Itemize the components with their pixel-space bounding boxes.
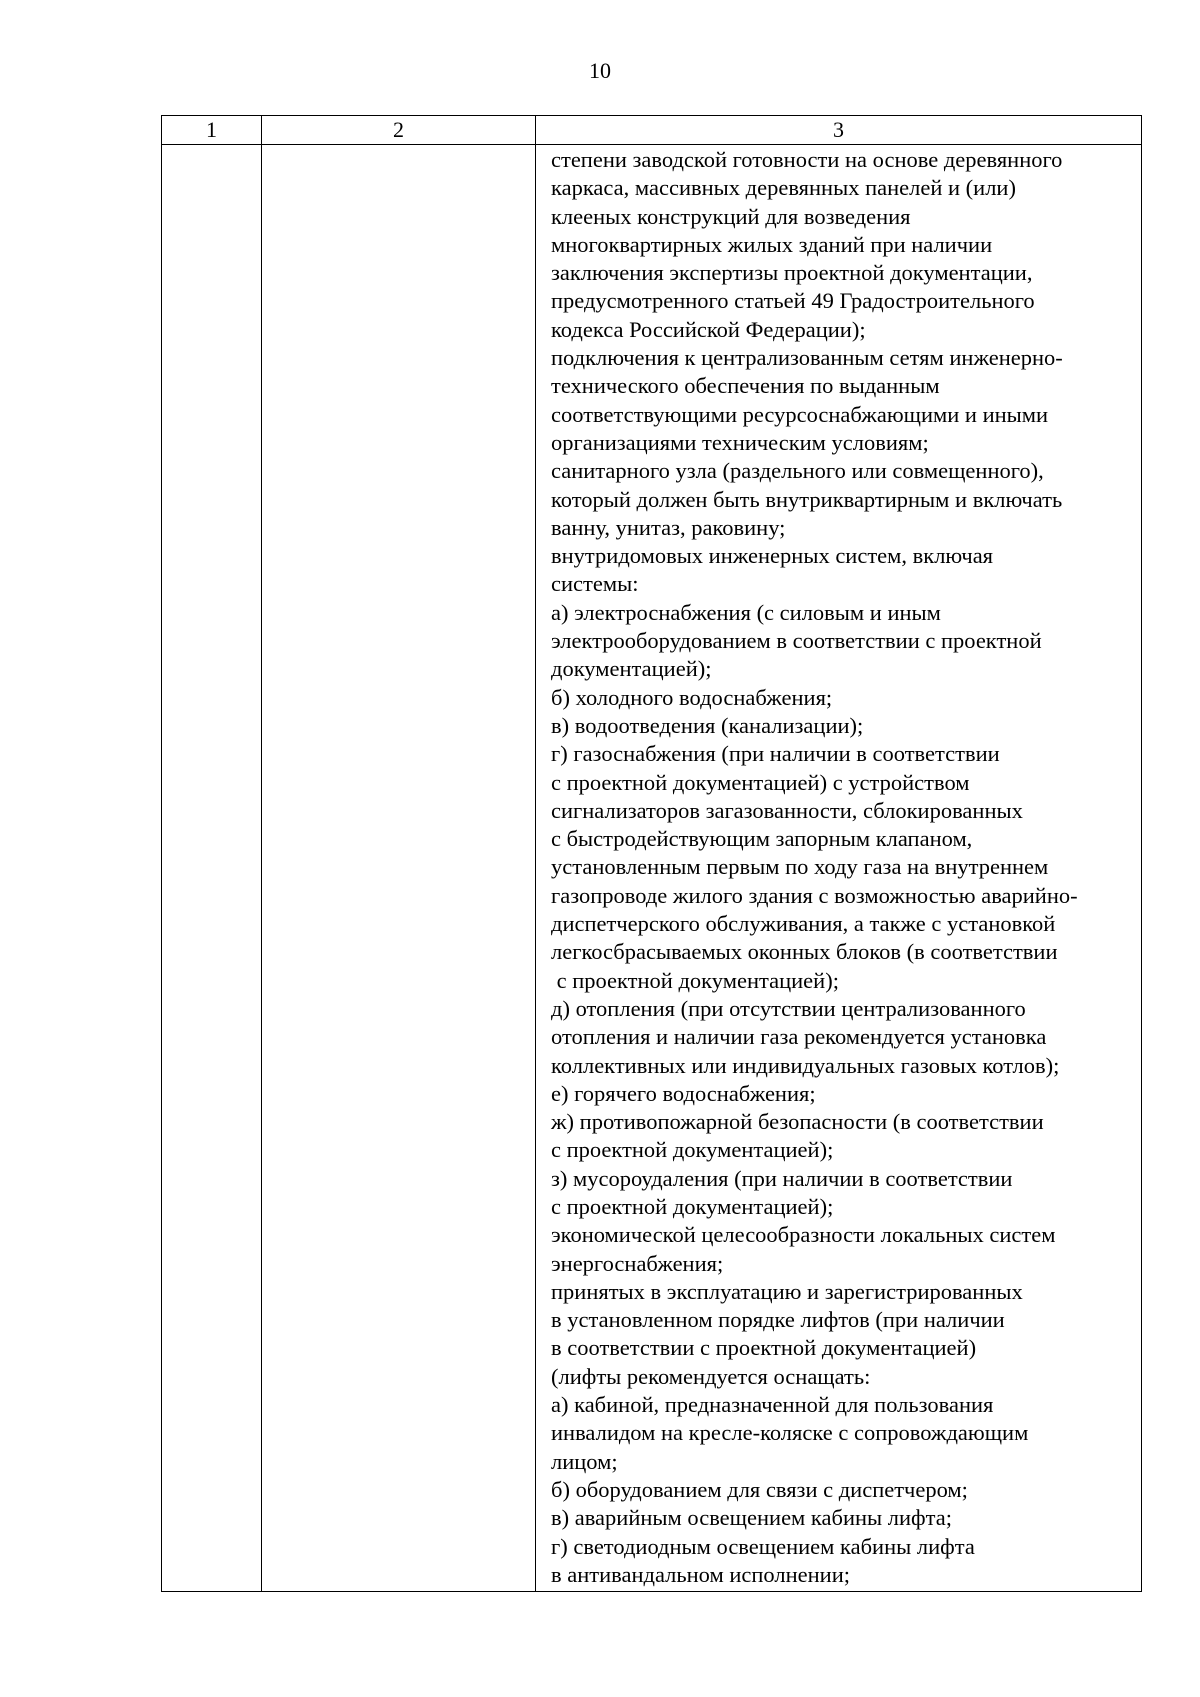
text-line: в установленном порядке лифтов (при наличии	[551, 1307, 1005, 1333]
text-line: лицом;	[551, 1448, 618, 1474]
text-line: санитарного узла (раздельного или совмещенного),	[551, 458, 1044, 484]
text-line: г) светодиодным освещением кабины лифта	[551, 1533, 975, 1559]
text-line: б) холодного водоснабжения;	[551, 684, 833, 710]
text-line: технического обеспечения по выданным	[551, 373, 940, 399]
text-line: в соответствии с проектной документацией)	[551, 1335, 977, 1361]
text-line: а) электроснабжения (с силовым и иным	[551, 599, 941, 625]
text-line: установленным первым по ходу газа на внутреннем	[551, 854, 1049, 880]
text-line: в антивандальном исполнении;	[551, 1561, 851, 1587]
text-line: предусмотренного статьей 49 Градостроительного	[551, 288, 1035, 314]
text-line: степени заводской готовности на основе деревянного	[551, 147, 1063, 172]
text-line: ванну, унитаз, раковину;	[551, 514, 786, 540]
text-line: с проектной документацией);	[551, 1137, 834, 1163]
text-line: с проектной документацией) с устройством	[551, 769, 970, 795]
text-line: каркаса, массивных деревянных панелей и (или)	[551, 175, 1016, 201]
text-line: коллективных или индивидуальных газовых котлов);	[551, 1052, 1060, 1078]
text-line: заключения экспертизы проектной документации,	[551, 260, 1033, 286]
text-line: с проектной документацией);	[551, 967, 839, 993]
text-line: организациями техническим условиям;	[551, 429, 929, 455]
text-line: с быстродействующим запорным клапаном,	[551, 826, 973, 852]
column-header-1: 1	[162, 116, 262, 145]
table-header-row	[162, 116, 1142, 145]
text-line: сигнализаторов загазованности, сблокированных	[551, 797, 1023, 823]
text-line: д) отопления (при отсутствии централизованного	[551, 995, 1026, 1021]
text-line: системы:	[551, 571, 639, 597]
column-2-cell	[262, 145, 536, 1592]
text-line: отопления и наличии газа рекомендуется установка	[551, 1024, 1047, 1050]
table-row	[162, 145, 1142, 1592]
text-line: а) кабиной, предназначенной для пользования	[551, 1392, 994, 1418]
text-line: г) газоснабжения (при наличии в соответствии	[551, 741, 1000, 767]
text-line: документацией);	[551, 656, 712, 682]
requirements-table	[161, 115, 1142, 1592]
text-line: экономической целесообразности локальных систем	[551, 1222, 1056, 1248]
text-line: который должен быть внутриквартирным и включать	[551, 486, 1063, 512]
text-line: диспетчерского обслуживания, а также с установкой	[551, 911, 1056, 937]
text-line: в) водоотведения (канализации);	[551, 712, 864, 738]
text-line: кодекса Российской Федерации);	[551, 316, 866, 342]
text-line: газопроводе жилого здания с возможностью аварийно-	[551, 882, 1078, 908]
text-line: принятых в эксплуатацию и зарегистрированных	[551, 1278, 1023, 1304]
column-3-cell	[536, 145, 1142, 1592]
text-line: в) аварийным освещением кабины лифта;	[551, 1505, 952, 1531]
text-line: з) мусороудаления (при наличии в соответствии	[551, 1165, 1013, 1191]
text-line: клееных конструкций для возведения	[551, 203, 911, 229]
column-header-3: 3	[536, 116, 1142, 145]
text-line: инвалидом на кресле-коляске с сопровождающим	[551, 1420, 1029, 1446]
column-1-cell	[162, 145, 262, 1592]
text-line: многоквартирных жилых зданий при наличии	[551, 231, 993, 257]
text-line: энергоснабжения;	[551, 1250, 724, 1276]
text-line: легкосбрасываемых оконных блоков (в соответствии	[551, 939, 1058, 965]
text-line: (лифты рекомендуется оснащать:	[551, 1363, 871, 1389]
text-line: электрооборудованием в соответствии с проектной	[551, 628, 1042, 654]
text-line: б) оборудованием для связи с диспетчером;	[551, 1476, 968, 1502]
column-header-2: 2	[262, 116, 536, 145]
page-number: 10	[589, 58, 611, 83]
text-line: е) горячего водоснабжения;	[551, 1080, 816, 1106]
text-line: соответствующими ресурсоснабжающими и иными	[551, 401, 1049, 427]
text-line: с проектной документацией);	[551, 1193, 834, 1219]
text-line: подключения к централизованным сетям инженерно-	[551, 345, 1063, 371]
text-line: внутридомовых инженерных систем, включая	[551, 543, 994, 569]
text-line: ж) противопожарной безопасности (в соответствии	[551, 1109, 1044, 1135]
